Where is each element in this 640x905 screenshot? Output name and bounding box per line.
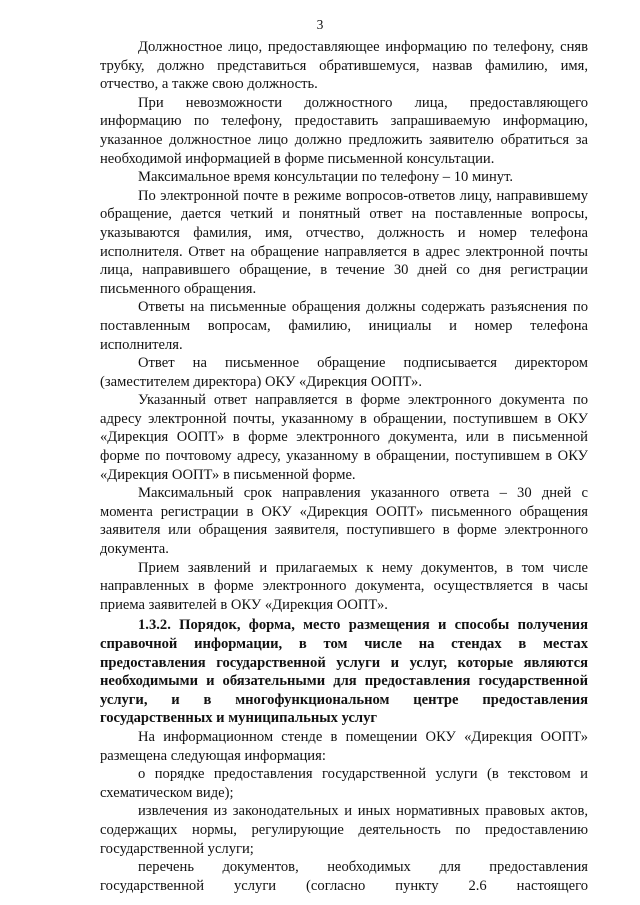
- document-body: [100, 38, 588, 895]
- list-item-documents: перечень документов, необходимых для предоставления государственной услуги (согласно пункту 2.6 настоящего: [100, 859, 588, 894]
- section-heading: [100, 616, 588, 728]
- paragraph-info-stand: На информационном стенде в помещении ОКУ «Дирекция ООПТ» размещена следующая информация:: [100, 728, 588, 764]
- section-title: Порядок, форма, место размещения и способы получения справочной информации, в том числе на стендах в местах предоставления государственной услуги и услуг, которые являются необходимыми и обязательными для предоставления государственной услуги, и в многофункциональном центре предоставления государственных и муниципальных услуг: [100, 617, 588, 727]
- list-item-legal-extracts: извлечения из законодательных и иных нормативных правовых актов, содержащих нормы, регулирующие деятельность по предоставлению государственной услуги;: [100, 803, 588, 857]
- paragraph-email-answers: По электронной почте в режиме вопросов-ответов лицу, направившему обращение, дается четкий и понятный ответ на поставленные вопросы, указываются фамилия, имя, отчество, должность и номер телефона исполнителя. Ответ на обращение направляется в адрес электронной почты лица, направившего обращение, в течение 30 дней со дня регистрации письменного обращения.: [100, 187, 588, 297]
- section-number: 1.3.2.: [138, 617, 171, 634]
- paragraph-reception-hours: Прием заявлений и прилагаемых к нему документов, в том числе направленных в форме электронного документа, осуществляется в часы приема заявителей в ОКУ «Дирекция ООПТ».: [100, 559, 588, 613]
- paragraph-answer-signing: Ответ на письменное обращение подписывается директором (заместителем директора) ОКУ «Дирекция ООПТ».: [100, 355, 588, 390]
- paragraph-answer-delivery: Указанный ответ направляется в форме электронного документа по адресу электронной почты, указанному в обращении, поступившем в ОКУ «Дирекция ООПТ» в форме электронного документа, или в письменной форме по почтовому адресу, указанному в обращении, поступившем в ОКУ «Дирекция ООПТ» в письменной форме.: [100, 392, 588, 483]
- paragraph-phone-unable: При невозможности должностного лица, предоставляющего информацию по телефону, предоставить запрашиваемую информацию, указанное должностное лицо должно предложить заявителю обратиться за необходимой информацией в форме письменной консультации.: [100, 94, 588, 167]
- paragraph-phone-introduction: Должностное лицо, предоставляющее информацию по телефону, сняв трубку, должно представиться обратившемуся, назвав фамилию, имя, отчество, а также свою должность.: [100, 39, 588, 93]
- paragraph-answer-deadline: Максимальный срок направления указанного ответа – 30 дней с момента регистрации в ОКУ «Дирекция ООПТ» письменного обращения заявителя или обращения заявителя, поступившего в форме электронного документа.: [100, 485, 588, 558]
- list-item-procedure: о порядке предоставления государственной услуги (в текстовом и схематическом виде);: [100, 766, 588, 801]
- page-number: 3: [316, 17, 324, 32]
- paragraph-phone-max-time: Максимальное время консультации по телефону – 10 минут.: [138, 169, 514, 186]
- paragraph-written-answers: Ответы на письменные обращения должны содержать разъяснения по поставленным вопросам, фамилию, инициалы и номер телефона исполнителя.: [100, 299, 588, 353]
